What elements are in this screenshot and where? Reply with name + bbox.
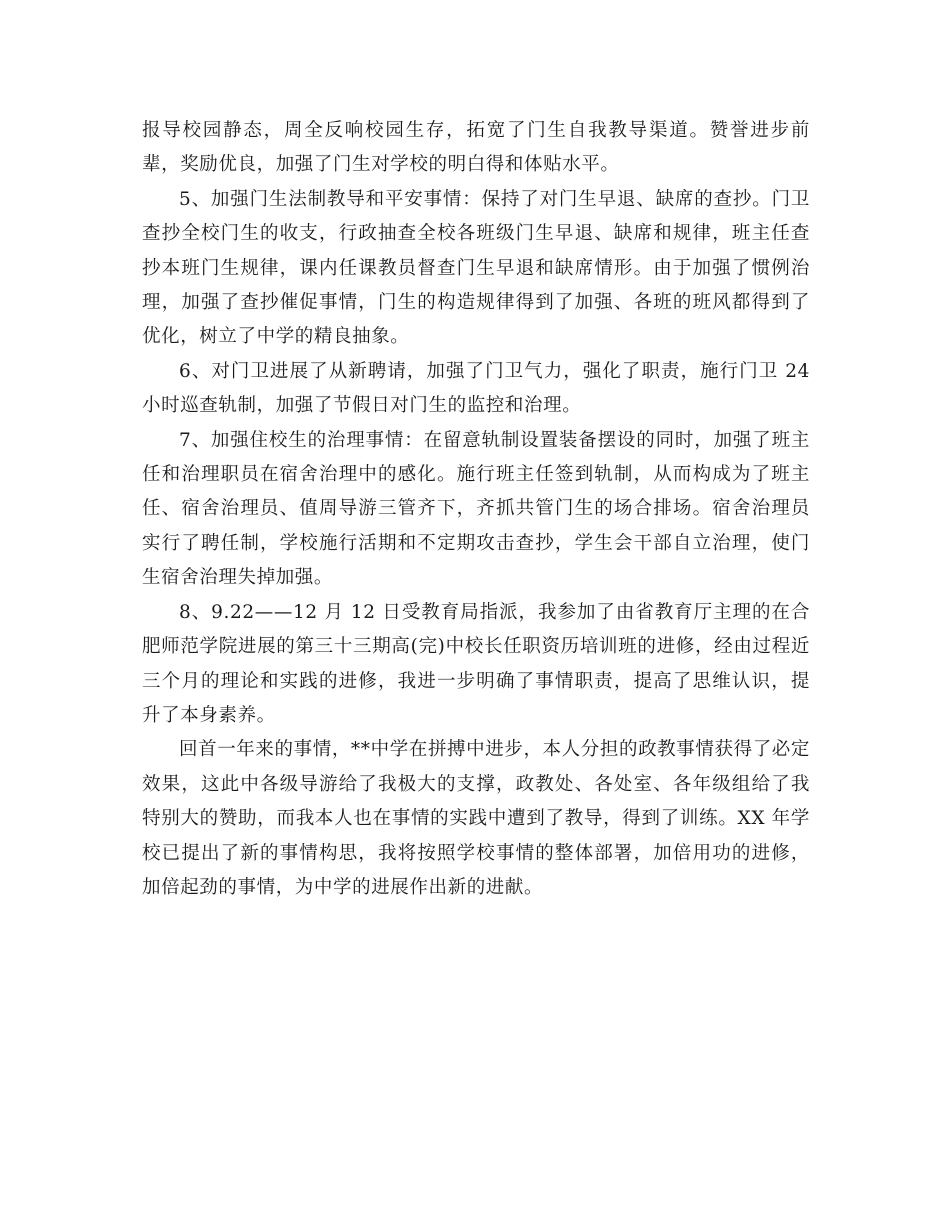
paragraph-item-5: 5、加强门生法制教导和平安事情：保持了对门生早退、缺席的查抄。门卫查抄全校门生的收支，行政抽查全校各班级门生早退、缺席和规律，班主任查抄本班门生规律，课内任课教员督查门生早退和缺席情形。由于加强了惯例治理，加强了查抄催促事情，门生的构造规律得到了加强、各班的班风都得到了优化，树立了中学的精良抽象。 xyxy=(142,188,810,348)
paragraph-item-6: 6、对门卫进展了从新聘请，加强了门卫气力，强化了职责，施行门卫 24 小时巡查轨制，加强了节假日对门生的监控和治理。 xyxy=(142,360,810,417)
paragraph-continued: 报导校园静态，周全反响校园生存，拓宽了门生自我教导渠道。赞誉进步前辈，奖励优良，加强了门生对学校的明白得和体贴水平。 xyxy=(142,120,810,176)
paragraph-conclusion: 回首一年来的事情，**中学在拼搏中进步，本人分担的政教事情获得了必定效果，这此中各级导游给了我极大的支撑，政教处、各处室、各年级组给了我特别大的赞助，而我本人也在事情的实践中遭到了教导，得到了训练。XX 年学校已提出了新的事情构思，我将按照学校事情的整体部署，加倍用功的进修，加倍起劲的事情，为中学的进展作出新的进献。 xyxy=(142,739,810,898)
paragraph-item-8: 8、9.22——12 月 12 日受教育局指派，我参加了由省教育厅主理的在合肥师范学院进展的第三十三期高(完)中校长任职资历培训班的进修，经由过程近三个月的理论和实践的进修，我进一步明确了事情职责，提高了思维认识，提升了本身素养。 xyxy=(142,601,810,726)
document-body xyxy=(142,114,810,905)
paragraph-item-7: 7、加强住校生的治理事情：在留意轨制设置装备摆设的同时，加强了班主任和治理职员在宿舍治理中的感化。施行班主任签到轨制，从而构成为了班主任、宿舍治理员、值周导游三管齐下，齐抓共管门生的场合排场。宿舍治理员实行了聘任制，学校施行活期和不定期攻击查抄，学生会干部自立治理，使门生宿舍治理失掉加强。 xyxy=(142,429,810,589)
